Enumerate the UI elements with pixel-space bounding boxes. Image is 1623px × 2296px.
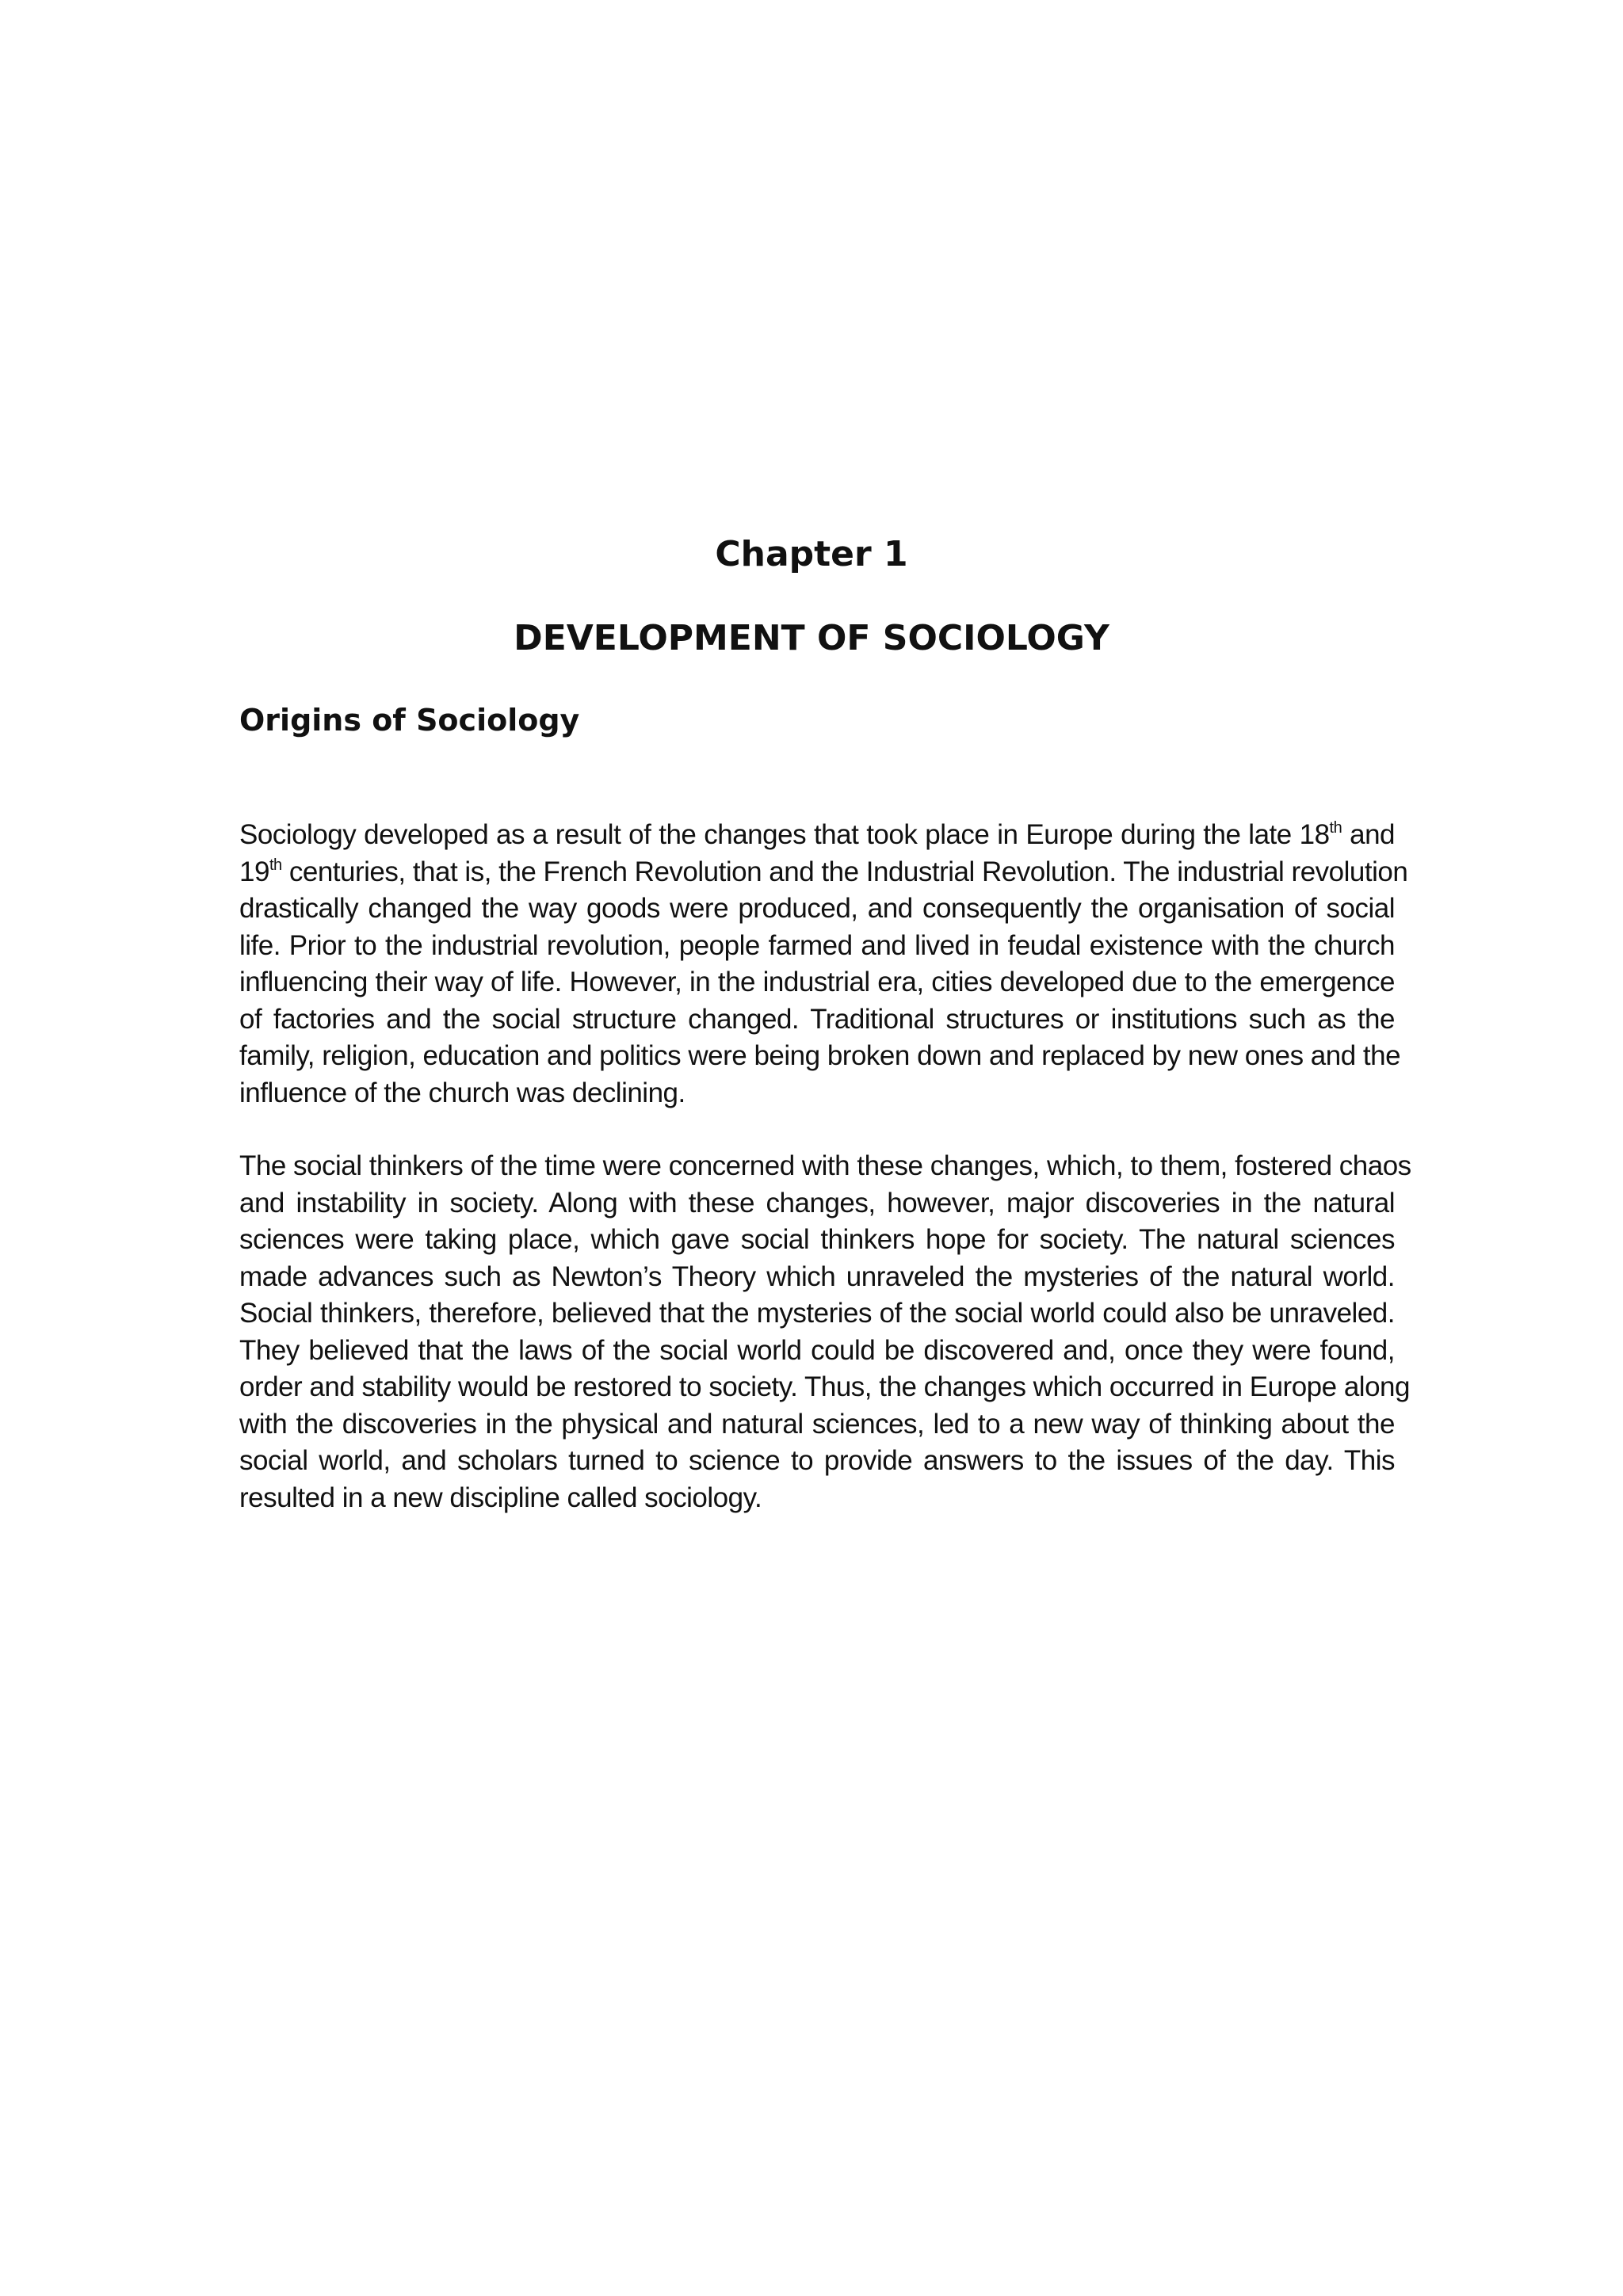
paragraph-line: social world, and scholars turned to science to provide answers to the issues of the day. This xyxy=(239,1445,1395,1476)
paragraph-line: Sociology developed as a result of the changes that took place in Europe during the late 18th and xyxy=(239,819,1396,850)
paragraph-line: and instability in society. Along with these changes, however, major discoveries in the natural xyxy=(239,1187,1395,1219)
paragraph-origins-1 xyxy=(239,817,1408,1112)
paragraph-line: They believed that the laws of the social world could be discovered and, once they were found, xyxy=(239,1334,1395,1366)
paragraph-line: Social thinkers, therefore, believed that the mysteries of the social world could also be unraveled. xyxy=(239,1298,1395,1329)
paragraph-line: with the discoveries in the physical and natural sciences, led to a new way of thinking about the xyxy=(239,1408,1395,1440)
paragraph-origins-2 xyxy=(239,1148,1411,1516)
superscript-ordinal: th xyxy=(269,856,282,874)
paragraph-line: resulted in a new discipline called sociology. xyxy=(239,1482,762,1513)
paragraph-line: made advances such as Newton’s Theory which unraveled the mysteries of the natural world. xyxy=(239,1261,1395,1292)
paragraph-line: sciences were taking place, which gave social thinkers hope for society. The natural sciences xyxy=(239,1224,1395,1255)
paragraph-line: life. Prior to the industrial revolution, people farmed and lived in feudal existence with the church xyxy=(239,929,1395,961)
paragraph-line: drastically changed the way goods were produced, and consequently the organisation of social xyxy=(239,893,1395,924)
paragraph-line: of factories and the social structure changed. Traditional structures or institutions such as the xyxy=(239,1003,1395,1035)
chapter-title: DEVELOPMENT OF SOCIOLOGY xyxy=(514,618,1109,658)
paragraph-line: 19th centuries, that is, the French Revolution and the Industrial Revolution. The industrial revolution xyxy=(239,856,1408,887)
section-heading: Origins of Sociology xyxy=(239,703,580,738)
paragraph-line: influencing their way of life. However, in the industrial era, cities developed due to the emergence xyxy=(239,967,1395,997)
paragraph-line: family, religion, education and politics were being broken down and replaced by new ones and the xyxy=(239,1040,1401,1071)
chapter-label: Chapter 1 xyxy=(715,534,908,574)
paragraph-line: order and stability would be restored to society. Thus, the changes which occurred in Europe along xyxy=(239,1371,1410,1402)
paragraph-line: The social thinkers of the time were concerned with these changes, which, to them, fostered chaos xyxy=(239,1150,1411,1181)
paragraph-line: influence of the church was declining. xyxy=(239,1077,685,1108)
superscript-ordinal: th xyxy=(1329,819,1342,837)
